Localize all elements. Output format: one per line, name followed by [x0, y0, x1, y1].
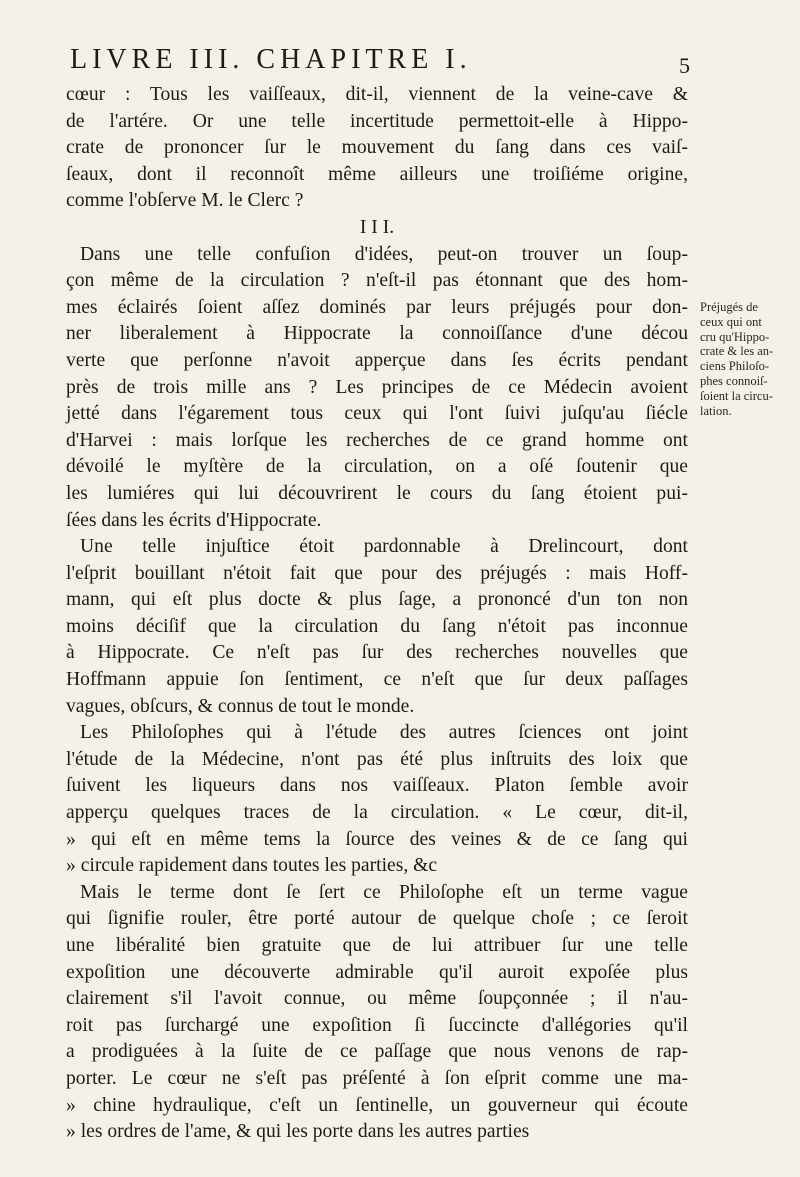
text-line: » les ordres de l'ame, & qui les porte dans les autres parties — [66, 1121, 530, 1143]
text-line: d'Harvei : mais lorſque les recherches de ce grand homme ont — [66, 429, 688, 451]
text-line: » circule rapidement dans toutes les parties, &c — [66, 855, 438, 877]
margin-note-line: cru qu'Hippo- — [700, 329, 770, 344]
text-line: ſées dans les écrits d'Hippocrate. — [66, 509, 322, 531]
text-line: cœur : Tous les vaiſſeaux, dit-il, viennent de la veine-cave & — [66, 84, 688, 105]
text-line: expoſition une découverte admirable qu'il auroit expoſée plus — [66, 961, 688, 983]
text-line: apperçu quelques traces de la circulation. « Le cœur, dit-il, — [66, 802, 688, 824]
text-line: les lumiéres qui lui découvrirent le cours du ſang étoient pui- — [66, 482, 688, 504]
text-line: ſeaux, dont il reconnoît même ailleurs une troiſiéme origine, — [66, 163, 688, 185]
margin-note — [700, 300, 796, 418]
text-line: » qui eſt en même tems la ſource des veines & de ce ſang qui — [66, 828, 688, 850]
text-line: l'étude de la Médecine, n'ont pas été plus inſtruits des loix que — [66, 748, 688, 770]
text-line: une libéralité bien gratuite que de lui attribuer ſur une telle — [66, 935, 688, 956]
text-line: mann, qui eſt plus docte & plus ſage, a prononcé d'un ton non — [66, 589, 688, 611]
text-line: moins déciſif que la circulation du ſang n'étoit pas inconnue — [66, 615, 688, 637]
section-number: I I I. — [359, 216, 395, 238]
text-line: vagues, obſcurs, & connus de tout le monde. — [66, 695, 415, 717]
running-head-title: LIVRE III. CHAPITRE I. — [70, 44, 472, 75]
text-line: ner liberalement à Hippocrate la connoiſſance d'une décou — [66, 323, 688, 345]
text-line: comme l'obſerve M. le Clerc ? — [66, 190, 304, 212]
page-number: 5 — [679, 53, 690, 78]
margin-note-line: ſoient la circu- — [700, 388, 773, 403]
margin-note-line: phes connoiſ- — [700, 373, 768, 388]
text-line: ſuivent les liqueurs dans nos vaiſſeaux. Platon ſemble avoir — [66, 775, 688, 797]
text-line: Mais le terme dont ſe ſert ce Philoſophe eſt un terme vague — [80, 881, 688, 903]
text-line: çon même de la circulation ? n'eſt-il pas étonnant que des hom- — [66, 270, 688, 292]
text-line: mes éclairés ſoient aſſez dominés par leurs préjugés pour don- — [66, 296, 688, 318]
text-line: roit pas ſurchargé une expoſition ſi ſuccincte d'allégories qu'il — [66, 1014, 688, 1036]
text-line: a prodiguées à la ſuite de ce paſſage que nous venons de rap- — [66, 1041, 688, 1063]
text-line: dévoilé le myſtère de la circulation, on a oſé ſoutenir que — [66, 456, 688, 478]
text-line: verte que perſonne n'avoit apperçue dans ſes écrits pendant — [66, 349, 688, 371]
text-line: jetté dans l'égarement tous ceux qui l'ont ſuivi juſqu'au ſiécle — [66, 403, 688, 425]
text-line: de l'artére. Or une telle incertitude permettoit-elle à Hippo- — [66, 110, 688, 132]
running-head — [70, 44, 690, 76]
margin-note-line: lation. — [700, 403, 732, 418]
margin-note-line: crate & les an- — [700, 344, 774, 359]
text-line: Une telle injuſtice étoit pardonnable à Drelincourt, dont — [80, 536, 688, 558]
margin-note-line: ciens Philoſo- — [700, 359, 770, 374]
text-line: l'eſprit bouillant n'étoit fait que pour des préjugés : mais Hoff- — [66, 562, 688, 584]
text-line: Les Philoſophes qui à l'étude des autres ſciences ont joint — [80, 722, 688, 744]
margin-note-line: Préjugés de — [700, 300, 758, 314]
text-line: porter. Le cœur ne s'eſt pas préſenté à ſon eſprit comme une ma- — [66, 1067, 688, 1089]
text-line: crate de prononcer ſur le mouvement du ſang dans ces vaiſ- — [66, 137, 688, 159]
text-line: Hoffmann appuie ſon ſentiment, ce n'eſt que ſur deux paſſages — [66, 669, 688, 691]
text-line: » chine hydraulique, c'eſt un ſentinelle, un gouverneur qui écoute — [66, 1094, 688, 1116]
text-line: près de trois mille ans ? Les principes de ce Médecin avoient — [66, 376, 688, 398]
margin-note-line: ceux qui ont — [700, 314, 762, 329]
text-line: à Hippocrate. Ce n'eſt pas ſur des recherches nouvelles que — [66, 642, 688, 664]
text-line: qui ſignifie rouler, être porté autour de quelque choſe ; ce ſeroit — [66, 908, 688, 930]
text-line: clairement s'il l'avoit connue, ou même ſoupçonnée ; il n'au- — [66, 988, 688, 1010]
body-text — [66, 82, 688, 1146]
text-line: Dans une telle confuſion d'idées, peut-on trouver un ſoup- — [80, 243, 688, 265]
